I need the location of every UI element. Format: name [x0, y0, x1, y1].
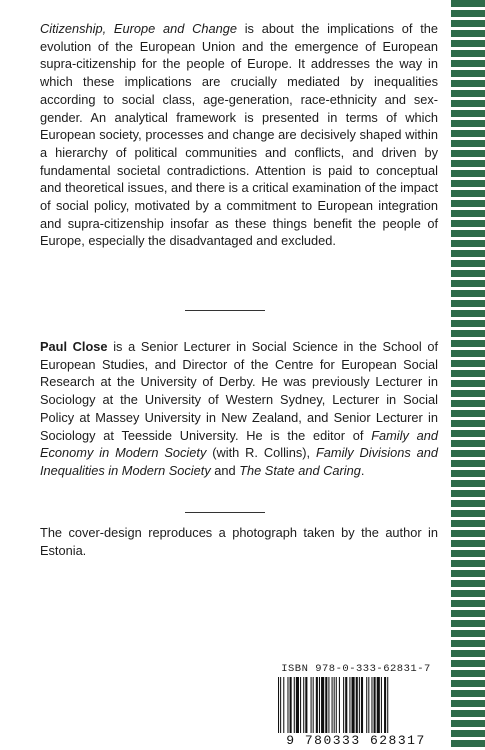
barcode-block [266, 661, 446, 749]
bio-text: (with R. Collins), [206, 445, 316, 461]
barcode-bar [316, 677, 318, 733]
barcode-bar [321, 677, 324, 733]
book-title-3: The State and Caring [239, 462, 361, 478]
divider-rule [185, 310, 265, 311]
blurb-paragraph [40, 20, 438, 250]
barcode-bar [283, 677, 284, 733]
barcode-bar [311, 677, 312, 733]
barcode-bar [381, 677, 382, 733]
barcode-bar [377, 677, 380, 733]
barcode-bar [332, 677, 333, 733]
barcode-bar [352, 677, 355, 733]
barcode-bar [300, 677, 301, 733]
barcode-bar [345, 677, 347, 733]
barcode-bar [294, 677, 295, 733]
barcode-bar [356, 677, 358, 733]
barcode-bar [339, 677, 340, 733]
book-title-1: Family and Economy in Modern Society [40, 427, 438, 461]
barcode-bar [349, 677, 350, 733]
barcode-bar [303, 677, 304, 733]
blurb-text: is about the implications of the evolution of the European Union and the emergence of European supra-citizenship for the people of Europe. It addresses the way in which these implications are crucially mediated by inequalities according to social class, age-generation, race-ethnicity and sex-gender. An analytical framework is presented in terms of which European society, processes and change are decisively shaped within a hierarchy of political communities and conflicts, and driven by fundamental societal contradictions. Attention is paid to conceptual and theoretical issues, and there is a critical examination of the impact of social policy, motivated by a commitment to European integration and supra-citizenship insofar as these things benefit the people of Europe, especially the disadvantaged and excluded. [40, 21, 438, 249]
barcode-bar [366, 677, 367, 733]
barcode-bar [371, 677, 372, 733]
barcode-bar [278, 677, 279, 733]
barcode-icon [276, 677, 436, 735]
cover-credit-paragraph [40, 524, 438, 559]
barcode-bar [384, 677, 386, 733]
bio-text: and [210, 462, 240, 478]
isbn-label: ISBN 978-0-333-62831-7 [281, 663, 431, 675]
barcode-bar [313, 677, 314, 733]
author-bio-paragraph [40, 338, 438, 480]
barcode-bar [387, 677, 388, 733]
barcode-bar [368, 677, 369, 733]
divider-rule [185, 512, 265, 513]
barcode-bar [325, 677, 327, 733]
barcode-bar [290, 677, 292, 733]
book-title: Citizenship, Europe and Change [40, 21, 237, 36]
barcode-bar [336, 677, 337, 733]
barcode-bar [305, 677, 307, 733]
barcode-bar [319, 677, 320, 733]
barcode-bar [334, 677, 335, 733]
barcode-bar [359, 677, 360, 733]
ean-digits: 9 780333 628317 [286, 733, 426, 748]
book-title-2: Family Divisions and Inequalities in Modern Society [40, 445, 439, 478]
decorative-stripe-band [451, 0, 485, 750]
author-name: Paul Close [40, 339, 108, 354]
cover-credit-text: The cover-design reproduces a photograph taken by the author in Estonia. [40, 525, 438, 558]
barcode-bar [328, 677, 329, 733]
barcode-bar [343, 677, 344, 733]
bio-text: . [360, 462, 365, 478]
bio-text: is a Senior Lecturer in Social Science in the School of European Studies, and Director of the Centre for European Social Research at the University of Derby. He was previously Lecturer in Sociology at the University of Western Sydney, Lecturer in Social Policy at Massey University in New Zealand, and Senior Lecturer in Sociology at Teesside University. He is the editor of [40, 339, 439, 443]
barcode-bar [287, 677, 288, 733]
barcode-bar [374, 677, 376, 733]
barcode-bar [280, 677, 281, 733]
barcode-bar [296, 677, 299, 733]
barcode-bar [361, 677, 363, 733]
